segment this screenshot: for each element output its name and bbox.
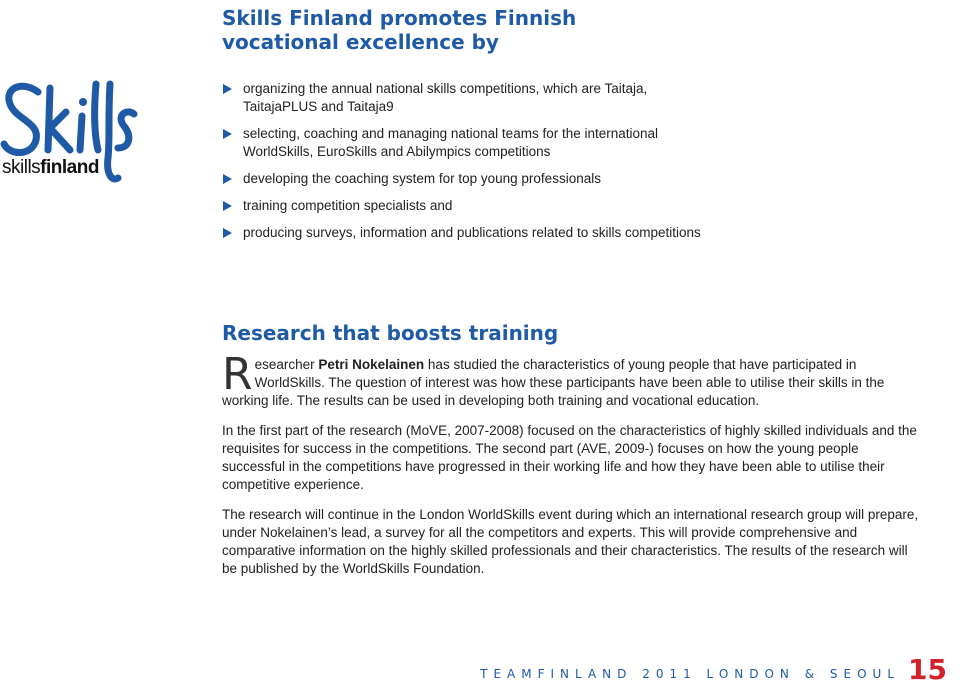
page-number: 15 (908, 653, 947, 686)
researcher-name: Petri Nokelainen (318, 357, 425, 372)
triangle-bullet-icon (223, 84, 232, 94)
title-line-2: vocational excellence by (222, 30, 499, 54)
list-item: training competition specialists and (222, 197, 942, 215)
triangle-bullet-icon (223, 174, 232, 184)
section-heading: Research that boosts training (222, 321, 559, 345)
paragraph-3: The research will continue in the London WorldSkills event during which an international research group will prepare, under Nokelainen’s lead, a survey for all the competitors and experts. This will provide comprehensive and comparative information on the highly skilled professionals and their characteristics. The results of the research will be published by the WorldSkills Foundation. (222, 507, 919, 576)
triangle-bullet-icon (223, 129, 232, 139)
title-line-1: Skills Finland promotes Finnish (222, 6, 577, 30)
paragraph-1: Researcher Petri Nokelainen has studied the characteristics of young people that have participated in WorldSkills. The question of interest was how these participants have been able to utilise their skills in the working life. The results can be used in developing both training and vocational education. (222, 349, 885, 408)
triangle-bullet-icon (223, 228, 232, 238)
triangle-bullet-icon (223, 201, 232, 211)
logo-word-bold: finland (40, 157, 99, 178)
list-item: organizing the annual national skills competitions, which are Taitaja, TaitajaPLUS and Taitaja9 (222, 80, 942, 116)
paragraph-2: In the first part of the research (MoVE, 2007-2008) focused on the characteristics of highly skilled individuals and the requisites for success in the competitions. The second part (AVE, 2009-) focuses on how the young people successful in the competitions have progressed in their working life and how they have been able to utilise their competitive experience. (222, 423, 917, 492)
activities-list (222, 80, 942, 251)
drop-cap: R (222, 349, 253, 400)
logo-wordmark (2, 157, 99, 179)
footer-text: TEAMFINLAND 2011 LONDON & SEOUL (480, 667, 900, 681)
list-item: selecting, coaching and managing national teams for the international WorldSkills, EuroSkills and Abilympics competitions (222, 125, 942, 161)
research-body (222, 349, 922, 590)
page-title (222, 6, 576, 54)
logo-word-light: skills (2, 157, 41, 178)
list-item: developing the coaching system for top young professionals (222, 170, 942, 188)
list-item: producing surveys, information and publications related to skills competitions (222, 224, 942, 242)
